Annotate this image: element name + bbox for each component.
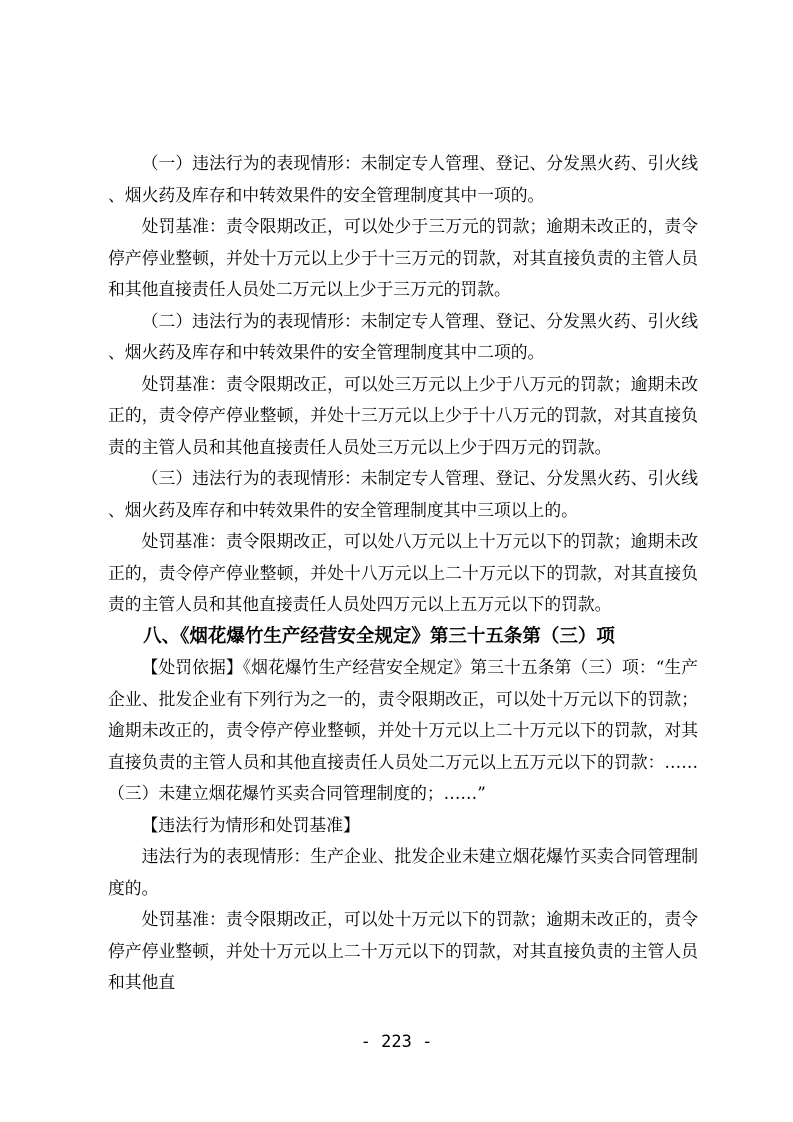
paragraph-penalty-2: 处罚基准：责令限期改正，可以处三万元以上少于八万元的罚款；逾期未改正的，责令停产停业整顿，并处十三万元以上少于十八万元的罚款，对其直接负责的主管人员和其他直接责任人员处三万元以上少于四万元的罚款。 bbox=[108, 373, 698, 457]
paragraph-violation-description: 违法行为的表现情形：生产企业、批发企业未建立烟花爆竹买卖合同管理制度的。 bbox=[108, 846, 698, 898]
section-heading: 八、《烟花爆竹生产经营安全规定》第三十五条第（三）项 bbox=[143, 625, 615, 647]
paragraph-penalty-1: 处罚基准：责令限期改正，可以处少于三万元的罚款；逾期未改正的，责令停产停业整顿，并处十万元以上少于十三万元的罚款，对其直接负责的主管人员和其他直接责任人员处二万元以上少于三万元的罚款。 bbox=[108, 216, 698, 299]
document-body bbox=[108, 148, 698, 999]
paragraph-legal-basis: 【处罚依据】《烟花爆竹生产经营安全规定》第三十五条第（三）项：“生产企业、批发企业有下列行为之一的，责令限期改正，可以处十万元以下的罚款；逾期未改正的，责令停产停业整顿，并处十万元以上二十万元以下的罚款，对其直接负责的主管人员和其他直接责任人员处二万元以上五万元以下的罚款：……（三）未建立烟花爆竹买卖合同管理制度的；……” bbox=[108, 657, 698, 803]
paragraph-penalty-3: 处罚基准：责令限期改正，可以处八万元以上十万元以下的罚款；逾期未改正的，责令停产停业整顿，并处十八万元以上二十万元以下的罚款，对其直接负责的主管人员和其他直接责任人员处四万元以上五万元以下的罚款。 bbox=[108, 531, 698, 614]
paragraph-violation-2: （二）违法行为的表现情形：未制定专人管理、登记、分发黑火药、引火线、烟火药及库存和中转效果件的安全管理制度其中二项的。 bbox=[108, 310, 698, 362]
paragraph-violation-3: （三）违法行为的表现情形：未制定专人管理、登记、分发黑火药、引火线、烟火药及库存和中转效果件的安全管理制度其中三项以上的。 bbox=[108, 468, 698, 520]
paragraph-subheading: 【违法行为情形和处罚基准】 bbox=[141, 814, 360, 835]
paragraph-violation-1: （一）违法行为的表现情形：未制定专人管理、登记、分发黑火药、引火线、烟火药及库存和中转效果件的安全管理制度其中一项的。 bbox=[108, 153, 698, 205]
page-number: - 223 - bbox=[360, 1032, 433, 1052]
paragraph-penalty-standard: 处罚基准：责令限期改正，可以处十万元以下的罚款；逾期未改正的，责令停产停业整顿，并处十万元以上二十万元以下的罚款，对其直接负责的主管人员和其他直 bbox=[108, 909, 698, 992]
